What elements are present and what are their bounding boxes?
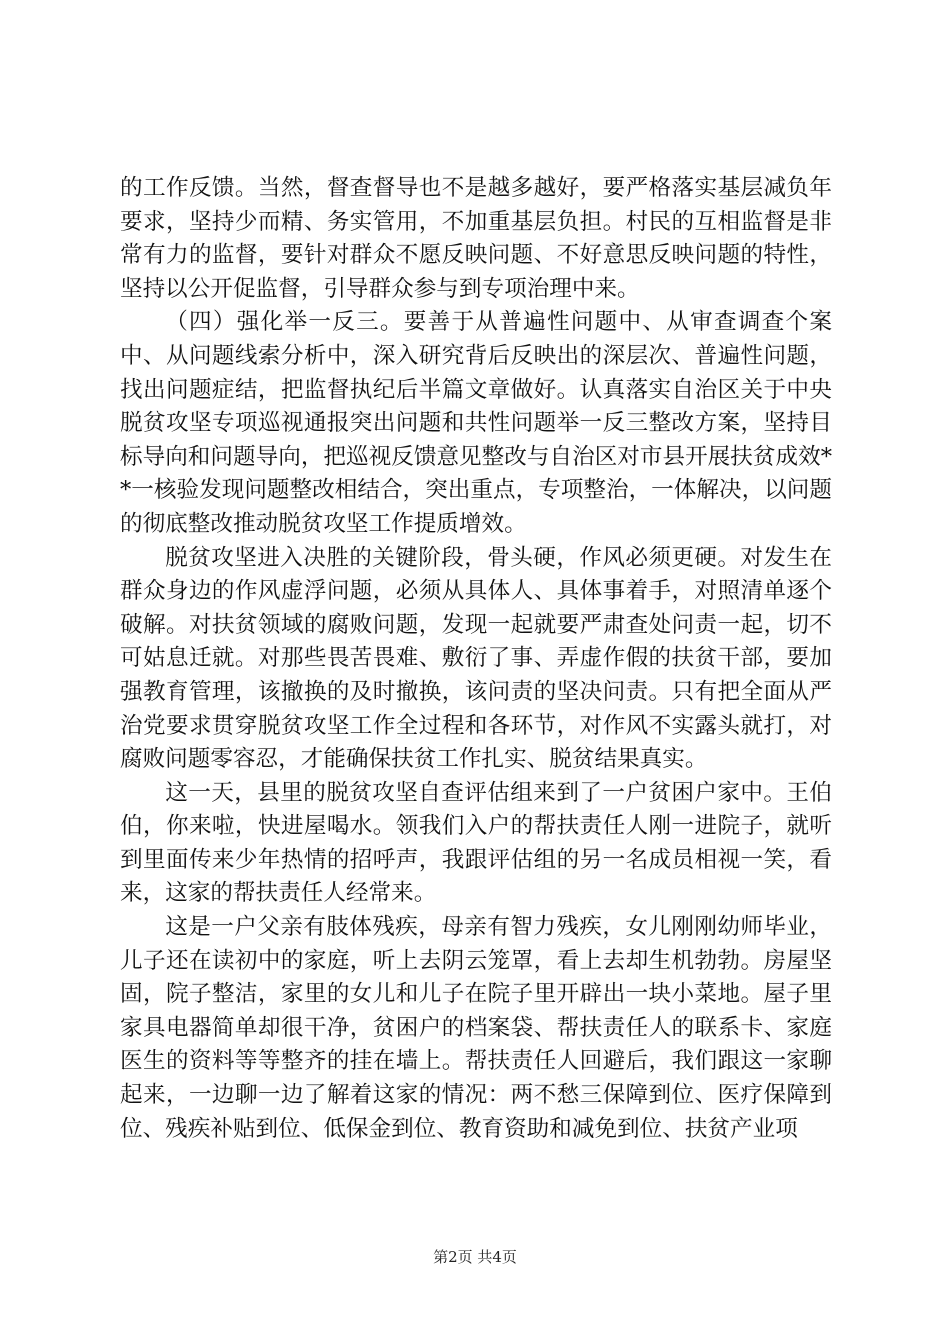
paragraph-section-four: （四）强化举一反三。要善于从普遍性问题中、从审查调查个案中、从问题线索分析中，深入研究背后反映出的深层次、普遍性问题，找出问题症结，把监督执纪后半篇文章做好。认真落实自治区关于中央脱贫攻坚专项巡视通报突出问题和共性问题举一反三整改方案，坚持目标导向和问题导向，把巡视反馈意见整改与自治区对市县开展扶贫成效**一核验发现问题整改相结合，突出重点，专项整治，一体解决，以问题的彻底整改推动脱贫攻坚工作提质增效。 bbox=[120, 309, 832, 537]
paragraph-household-visit: 这一天，县里的脱贫攻坚自查评估组来到了一户贫困户家中。王伯伯，你来啦，快进屋喝水。领我们入户的帮扶责任人刚一进院子，就听到里面传来少年热情的招呼声，我跟评估组的另一名成员相视一笑，看来，这家的帮扶责任人经常来。 bbox=[120, 779, 832, 907]
page-footer: 第2页 共4页 bbox=[433, 1248, 517, 1266]
paragraph-continued: 的工作反馈。当然，督查督导也不是越多越好，要严格落实基层减负年要求，坚持少而精、务实管用，不加重基层负担。村民的互相监督是非常有力的监督，要针对群众不愿反映问题、不好意思反映问题的特性，坚持以公开促监督，引导群众参与到专项治理中来。 bbox=[120, 175, 832, 302]
document-body bbox=[120, 172, 832, 1146]
paragraph-work-style: 脱贫攻坚进入决胜的关键阶段，骨头硬，作风必须更硬。对发生在群众身边的作风虚浮问题，必须从具体人、具体事着手，对照清单逐个破解。对扶贫领域的腐败问题，发现一起就要严肃查处问责一起，切不可姑息迁就。对那些畏苦畏难、敷衍了事、弄虚作假的扶贫干部，要加强教育管理，该撤换的及时撤换，该问责的坚决问责。只有把全面从严治党要求贯穿脱贫攻坚工作全过程和各环节，对作风不实露头就打，对腐败问题零容忍，才能确保扶贫工作扎实、脱贫结果真实。 bbox=[120, 544, 832, 773]
paragraph-household-situation: 这是一户父亲有肢体残疾，母亲有智力残疾，女儿刚刚幼师毕业，儿子还在读初中的家庭，听上去阴云笼罩，看上去却生机勃勃。房屋坚固，院子整洁，家里的女儿和儿子在院子里开辟出一块小菜地。屋子里家具电器简单却很干净，贫困户的档案袋、帮扶责任人的联系卡、家庭医生的资料等等整齐的挂在墙上。帮扶责任人回避后，我们跟这一家聊起来，一边聊一边了解着这家的情况：两不愁三保障到位、医疗保障到位、残疾补贴到位、低保金到位、教育资助和减免到位、扶贫产业项 bbox=[120, 914, 832, 1142]
